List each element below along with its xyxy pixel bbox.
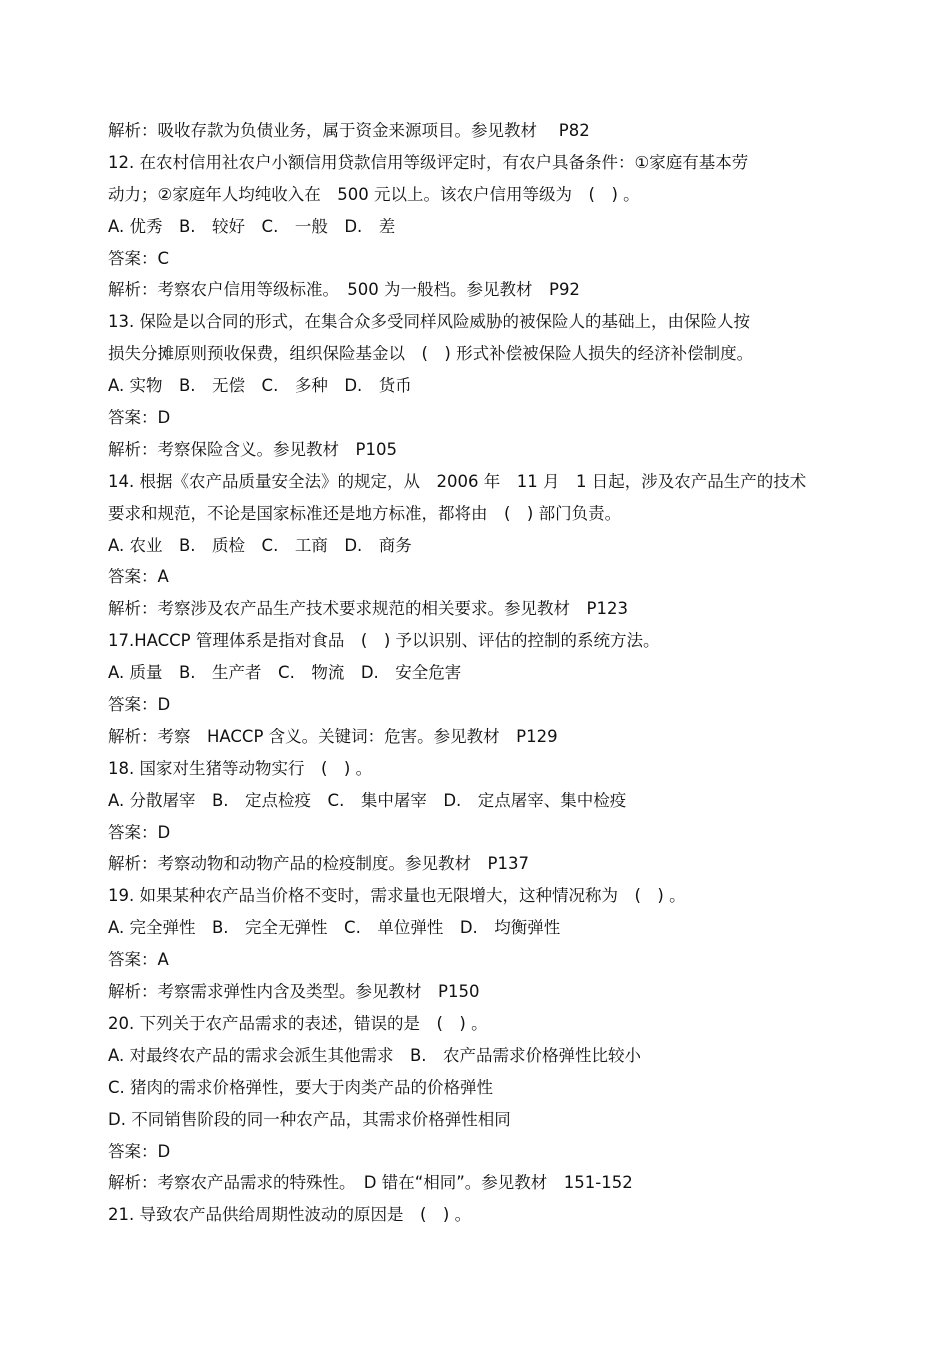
text-line: 解析：吸收存款为负债业务，属于资金来源项目。参见教材 P82 xyxy=(108,121,590,140)
text-line: 答案：D xyxy=(108,1141,171,1161)
text-line: 损失分摊原则预收保费，组织保险基金以 ( ) 形式补偿被保险人损失的经济补偿制度。 xyxy=(108,344,754,364)
text-line: 解析：考察保险含义。参见教材 P105 xyxy=(108,439,397,459)
text-line: 解析：考察 HACCP 含义。关键词：危害。参见教材 P129 xyxy=(108,726,558,746)
text-line: A. 完全弹性 B. 完全无弹性 C. 单位弹性 D. 均衡弹性 xyxy=(108,918,561,938)
text-line: 12. 在农村信用社农户小额信用贷款信用等级评定时，有农户具备条件：①家庭有基本劳 xyxy=(108,152,749,172)
text-line: 答案：A xyxy=(108,567,169,587)
text-line: A. 实物 B. 无偿 C. 多种 D. 货币 xyxy=(108,376,412,396)
text-line: 答案：C xyxy=(108,248,170,268)
text-line: 答案：D xyxy=(108,822,171,842)
text-line: 21. 导致农产品供给周期性波动的原因是 ( ) 。 xyxy=(108,1205,472,1225)
text-line: D. 不同销售阶段的同一种农产品，其需求价格弹性相同 xyxy=(108,1109,511,1129)
text-line: A. 质量 B. 生产者 C. 物流 D. 安全危害 xyxy=(108,663,462,683)
text-line: 解析：考察需求弹性内含及类型。参见教材 P150 xyxy=(108,982,480,1002)
text-line: 14. 根据《农产品质量安全法》的规定，从 2006 年 11 月 1 日起，涉及农产品生产的技术 xyxy=(108,471,807,491)
text-line: 18. 国家对生猪等动物实行 ( ) 。 xyxy=(108,758,373,778)
text-line: C. 猪肉的需求价格弹性，要大于肉类产品的价格弹性 xyxy=(108,1077,494,1097)
text-line: 17.HACCP 管理体系是指对食品 ( ) 予以识别、评估的控制的系统方法。 xyxy=(108,631,660,651)
text-line: 解析：考察动物和动物产品的检疫制度。参见教材 P137 xyxy=(108,854,529,874)
text-line: A. 农业 B. 质检 C. 工商 D. 商务 xyxy=(108,535,412,555)
text-line: 答案：D xyxy=(108,695,171,715)
text-body xyxy=(108,115,868,1231)
text-line: 解析：考察农产品需求的特殊性。 D 错在“相同”。参见教材 151-152 xyxy=(108,1173,633,1193)
text-line: 动力；②家庭年人均纯收入在 500 元以上。该农户信用等级为 ( ) 。 xyxy=(108,184,640,204)
text-line: 解析：考察农户信用等级标准。 500 为一般档。参见教材 P92 xyxy=(108,280,580,300)
text-line: 答案：A xyxy=(108,950,169,970)
text-line: 解析：考察涉及农产品生产技术要求规范的相关要求。参见教材 P123 xyxy=(108,599,628,619)
text-line: 13. 保险是以合同的形式，在集合众多受同样风险威胁的被保险人的基础上，由保险人按 xyxy=(108,312,750,332)
text-line: A. 对最终农产品的需求会派生其他需求 B. 农产品需求价格弹性比较小 xyxy=(108,1045,642,1065)
text-line: 答案：D xyxy=(108,408,171,428)
text-line: 19. 如果某种农产品当价格不变时，需求量也无限增大，这种情况称为 ( ) 。 xyxy=(108,886,686,906)
text-line: 20. 下列关于农产品需求的表述，错误的是 ( ) 。 xyxy=(108,1013,488,1033)
text-line: 要求和规范，不论是国家标准还是地方标准，都将由 ( ) 部门负责。 xyxy=(108,503,622,523)
text-line: A. 优秀 B. 较好 C. 一般 D. 差 xyxy=(108,216,396,236)
text-line: A. 分散屠宰 B. 定点检疫 C. 集中屠宰 D. 定点屠宰、集中检疫 xyxy=(108,790,627,810)
